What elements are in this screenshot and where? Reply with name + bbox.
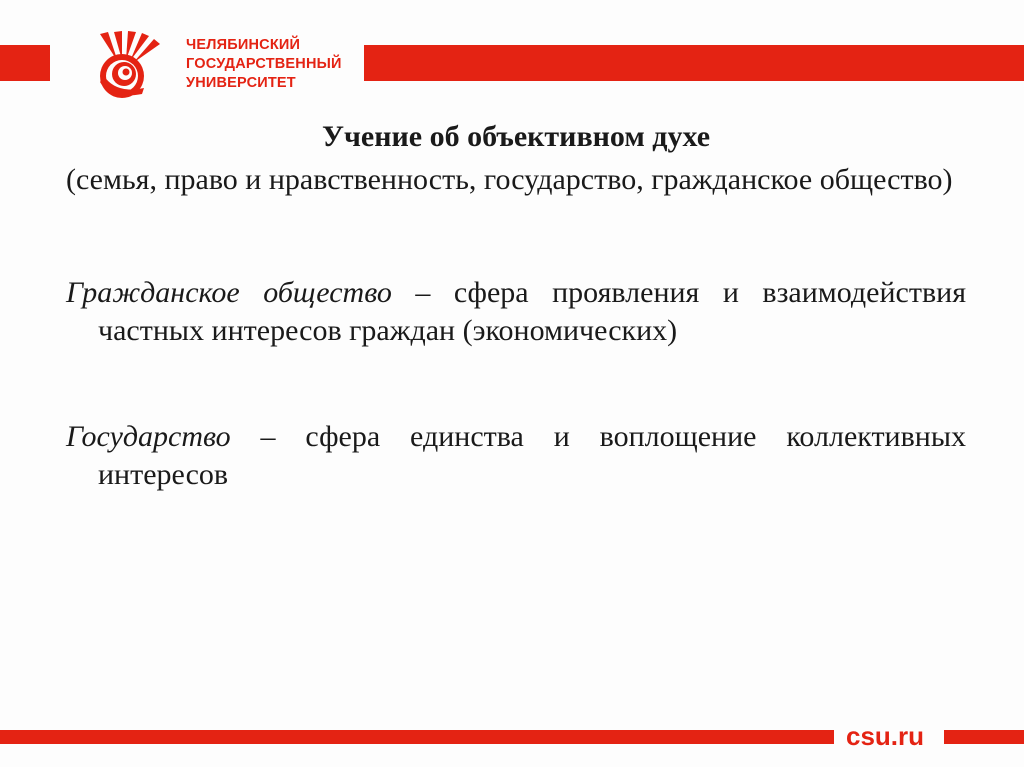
slide-title: Учение об объективном духе <box>321 120 711 153</box>
university-name <box>186 36 342 93</box>
slide-content <box>66 113 966 494</box>
state-definition: – сфера единства и воплощение коллективных интересов <box>98 420 966 491</box>
civil-society-paragraph <box>66 274 966 350</box>
university-name-line-1: ЧЕЛЯБИНСКИЙ <box>186 37 301 53</box>
header-bar-right <box>364 45 1024 81</box>
footer-bar-right <box>944 730 1024 744</box>
footer-bar-left <box>0 730 834 744</box>
state-term: Государство <box>66 420 231 453</box>
footer-url[interactable]: csu.ru <box>846 721 925 751</box>
state-paragraph <box>66 418 966 494</box>
civil-society-definition: – сфера проявления и взаимодействия частных интересов граждан (экономических) <box>98 276 966 347</box>
university-name-line-2: ГОСУДАРСТВЕННЫЙ <box>186 56 342 72</box>
university-name-line-3: УНИВЕРСИТЕТ <box>186 75 296 91</box>
header-bar-left <box>0 45 50 81</box>
subtitle-paragraph: (семья, право и нравственность, государство, гражданское общество) <box>66 163 953 196</box>
university-spiral-logo-icon <box>80 30 180 100</box>
civil-society-term: Гражданское общество <box>66 276 392 309</box>
